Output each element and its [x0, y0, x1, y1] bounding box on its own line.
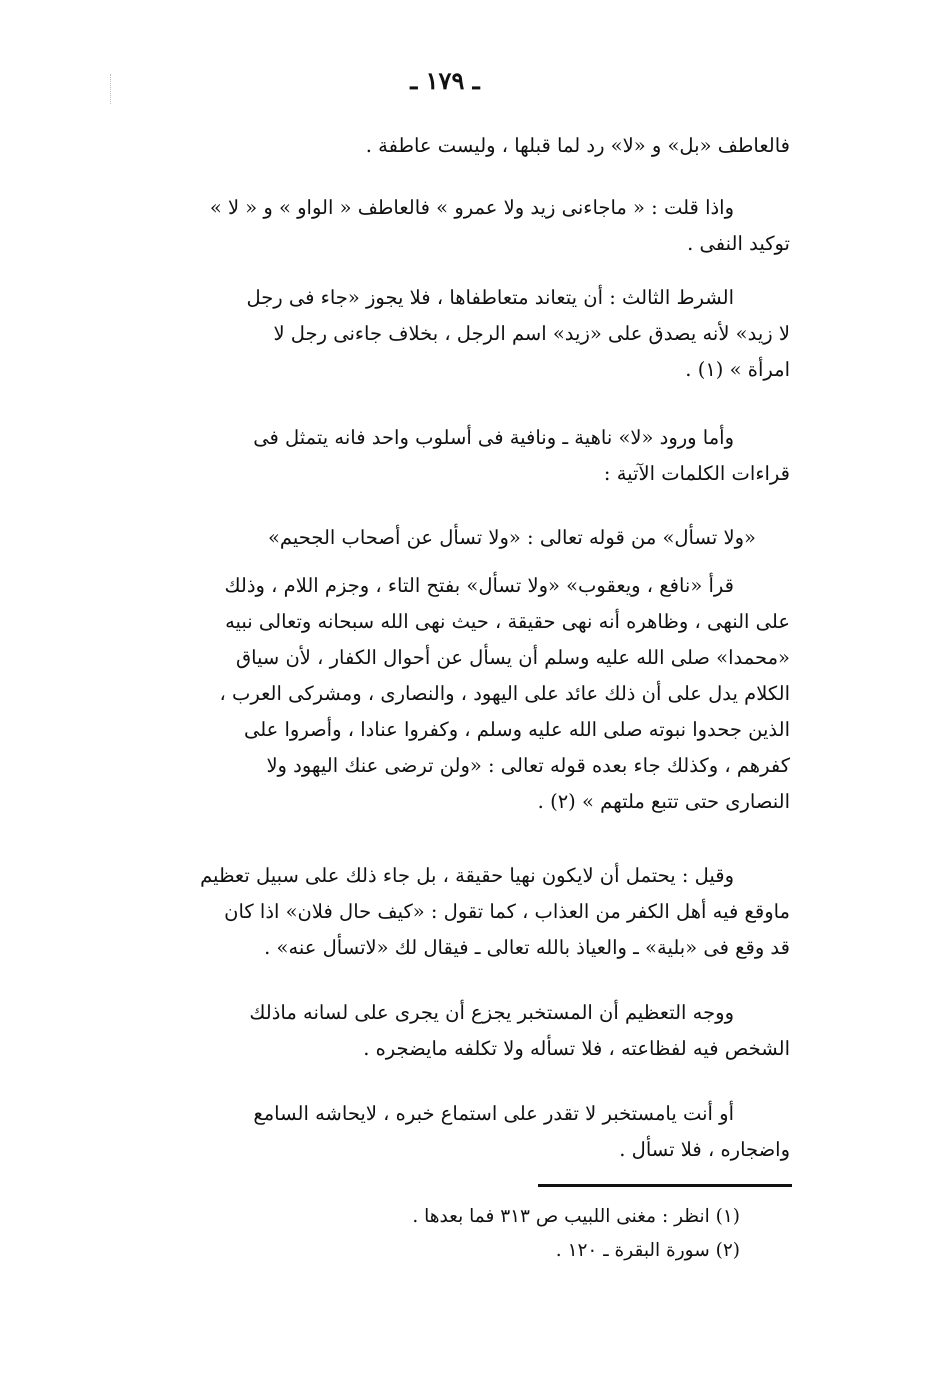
text-line: واضجاره ، فلا تسأل . [619, 1138, 790, 1161]
paragraph [110, 420, 790, 492]
text-line: «محمدا» صلى الله عليه وسلم أن يسأل عن أحوال الكفار ، لأن سياق [235, 646, 790, 669]
text-line: النصارى حتى تتبع ملتهم » (٢) . [537, 790, 790, 813]
paragraph [110, 280, 790, 388]
text-line: فالعاطف «بل» و «لا» رد لما قبلها ، وليست عاطفة . [365, 134, 790, 157]
text-line: لا زيد» لأنه يصدق على «زيد» اسم الرجل ، بخلاف جاءنى رجل لا [273, 322, 790, 345]
text-line: قد وقع فى «بلية» ـ والعياذ بالله تعالى ـ فيقال لك «لاتسأل عنه» . [264, 936, 790, 959]
text-line: ماوقع فيه أهل الكفر من العذاب ، كما تقول : «كيف حال فلان» اذا كان [224, 900, 790, 923]
text-line: ووجه التعظيم أن المستخبر يجزع أن يجرى على لسانه ماذلك [249, 1001, 734, 1024]
footnote: (٢) سورة البقرة ـ ١٢٠ . [555, 1240, 740, 1261]
footnote: (١) انظر : مغنى اللبيب ص ٣١٣ فما بعدها . [412, 1206, 740, 1227]
footnote-divider [538, 1184, 792, 1187]
text-line: وأما ورود «لا» ناهية ـ ونافية فى أسلوب واحد فانه يتمثل فى [253, 426, 734, 449]
text-line: قراءات الكلمات الآتية : [603, 462, 790, 485]
page-number: ـ ١٧٩ ـ [410, 66, 480, 95]
scan-edge-mark [110, 74, 121, 104]
text-line: واذا قلت : « ماجاءنى زيد ولا عمرو » فالعاطف « الواو » و « لا » [209, 196, 734, 219]
text-line: الذين جحدوا نبوته صلى الله عليه وسلم ، وكفروا عنادا ، وأصروا على [243, 718, 790, 741]
paragraph [110, 568, 790, 820]
paragraph [110, 190, 790, 262]
footnotes [240, 1200, 740, 1268]
text-line: على النهى ، وظاهره أنه نهى حقيقة ، حيث نهى الله سبحانه وتعالى نبيه [225, 610, 790, 633]
text-line: الشخص فيه لفظاعته ، فلا تسأله ولا تكلفه مايضجره . [363, 1037, 790, 1060]
text-line: الشرط الثالث : أن يتعاند متعاطفاها ، فلا يجوز «جاء فى رجل [246, 286, 734, 309]
text-line: امرأة » (١) . [685, 358, 790, 381]
paragraph [110, 1096, 790, 1168]
text-line: أو أنت يامستخبر لا تقدر على استماع خبره ، لايحاشه السامع [253, 1102, 734, 1125]
text-line: توكيد النفى . [687, 232, 790, 255]
text-line: كفرهم ، وكذلك جاء بعده قوله تعالى : «ولن ترضى عنك اليهود ولا [266, 754, 790, 777]
quranic-verse: «ولا تسأل» من قوله تعالى : «ولا تسأل عن أصحاب الجحيم» [267, 526, 756, 549]
text-line: وقيل : يحتمل أن لايكون نهيا حقيقة ، بل جاء ذلك على سبيل تعظيم [200, 864, 734, 887]
text-line: قرأ «نافع ، ويعقوب» «ولا تسأل» بفتح التاء ، وجزم اللام ، وذلك [224, 574, 734, 597]
paragraph [110, 995, 790, 1067]
paragraph [110, 128, 790, 164]
paragraph [110, 858, 790, 966]
text-line: الكلام يدل على أن ذلك عائد على اليهود ، والنصارى ، ومشركى العرب ، [219, 682, 790, 705]
